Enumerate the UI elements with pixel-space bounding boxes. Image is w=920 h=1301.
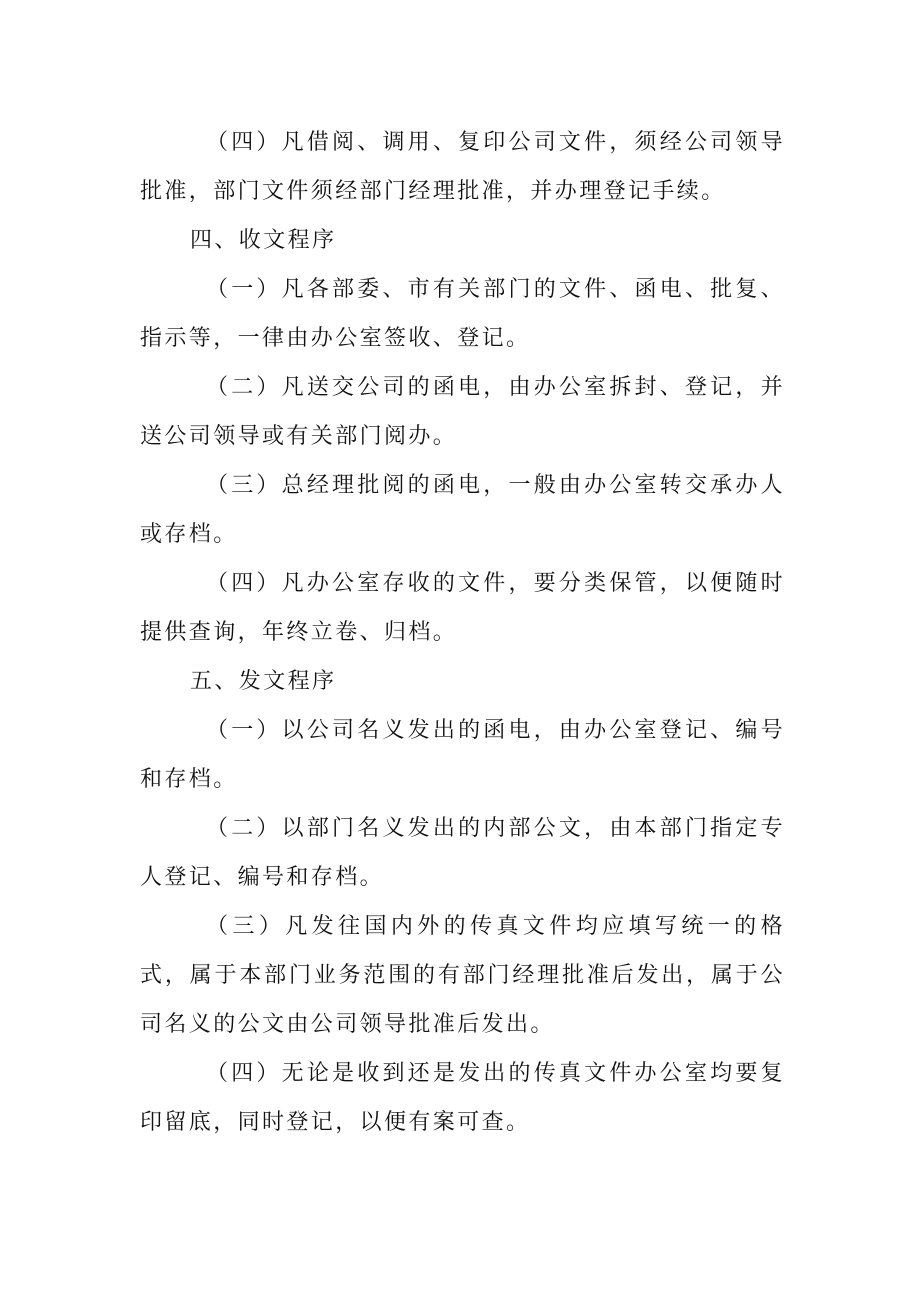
paragraph-borrowing-files: （四）凡借阅、调用、复印公司文件，须经公司领导批准，部门文件须经部门经理批准，并办理登记手续。	[140, 130, 785, 204]
paragraph-receiving-1: （一）凡各部委、市有关部门的文件、函电、批复、指示等，一律由办公室签收、登记。	[140, 277, 785, 351]
document-body	[140, 118, 785, 1147]
section-heading-sending: 五、发文程序	[190, 669, 337, 694]
paragraph-receiving-2: （二）凡送交公司的函电，由办公室拆封、登记，并送公司领导或有关部门阅办。	[140, 375, 785, 449]
section-heading-receiving: 四、收文程序	[190, 228, 337, 253]
paragraph-receiving-4: （四）凡办公室存收的文件，要分类保管，以便随时提供查询，年终立卷、归档。	[140, 571, 785, 645]
paragraph-sending-3: （三）凡发往国内外的传真文件均应填写统一的格式，属于本部门业务范围的有部门经理批准后发出，属于公司名义的公文由公司领导批准后发出。	[140, 914, 785, 1037]
paragraph-sending-1: （一）以公司名义发出的函电，由办公室登记、编号和存档。	[140, 718, 785, 792]
paragraph-receiving-3: （三）总经理批阅的函电，一般由办公室转交承办人或存档。	[140, 473, 785, 547]
paragraph-sending-4: （四）无论是收到还是发出的传真文件办公室均要复印留底，同时登记，以便有案可查。	[140, 1061, 785, 1135]
paragraph-sending-2: （二）以部门名义发出的内部公文，由本部门指定专人登记、编号和存档。	[140, 816, 785, 890]
